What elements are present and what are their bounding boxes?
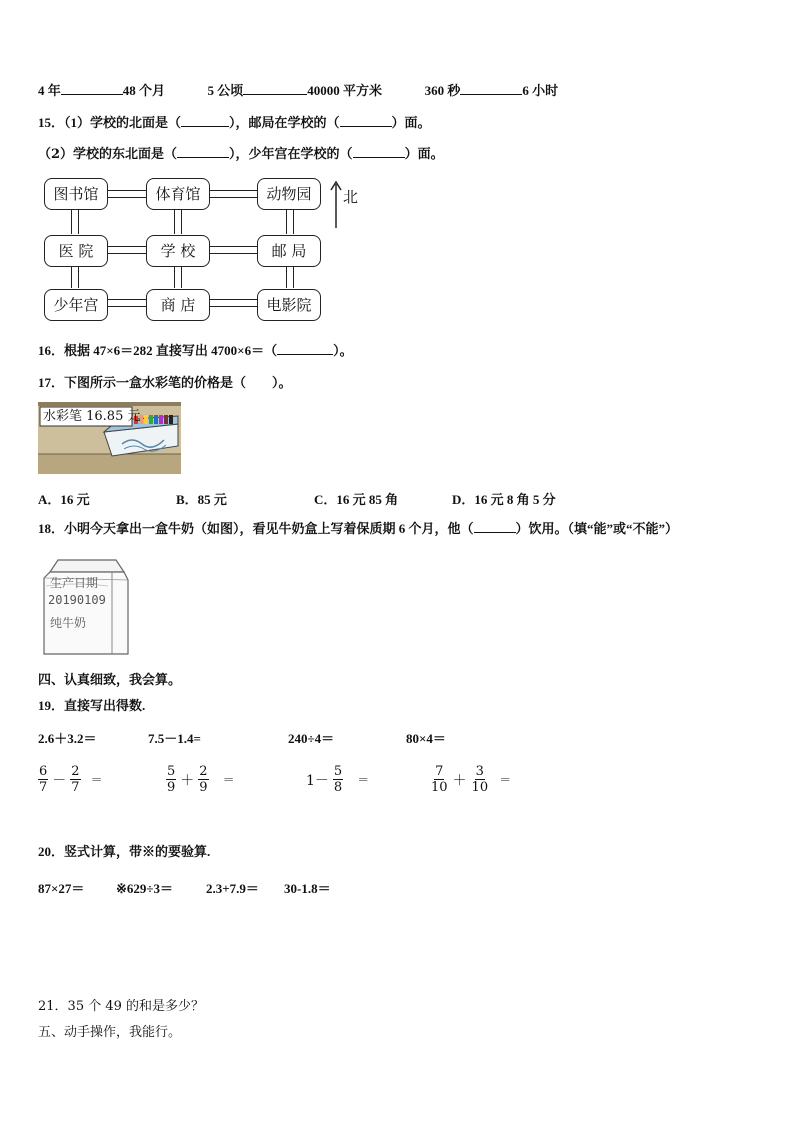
- north-label: 北: [343, 188, 359, 206]
- road: [71, 208, 79, 234]
- equals-sign: ＝: [499, 773, 512, 787]
- q18-blank[interactable]: [474, 520, 516, 533]
- node-zoo: 动物园: [257, 178, 321, 210]
- road: [286, 266, 294, 288]
- road: [108, 246, 146, 254]
- equals-sign: ＝: [90, 773, 103, 787]
- q18-text-b: ）饮用。（填“能”或“不能”）: [515, 521, 679, 536]
- q20-item-3: 2.3+7.9＝: [206, 881, 259, 896]
- q14-line: [38, 82, 558, 100]
- road: [210, 299, 258, 307]
- q19-calc-4: 80×4＝: [406, 731, 446, 746]
- price-tag-text: 水彩笔 16.85 元: [43, 409, 141, 424]
- q19-calc-1: 2.6＋3.2＝: [38, 731, 97, 746]
- node-cinema: 电影院: [257, 289, 321, 321]
- road: [174, 266, 182, 288]
- q15-l1-blank2[interactable]: [340, 114, 392, 127]
- q19-fraction-expr-3: [306, 764, 369, 795]
- section-5-heading: 五、动手操作，我能行。: [38, 1025, 182, 1040]
- q20-item-1: 87×27＝: [38, 881, 85, 896]
- q15-l1-text-c: ）面。: [391, 115, 431, 130]
- q19-title: 19．直接写出得数.: [38, 698, 146, 713]
- q15-line1: [38, 114, 431, 132]
- fraction: [471, 764, 490, 795]
- denominator: 9: [167, 780, 176, 795]
- operator: ＋: [180, 772, 195, 789]
- q14-c-left: 360 秒: [424, 83, 461, 98]
- q20-item-4: 30-1.8＝: [284, 881, 331, 896]
- q16-line: [38, 342, 353, 360]
- node-youth-palace: 少年宫: [44, 289, 108, 321]
- milk-production-date: 20190109: [48, 593, 106, 607]
- q16-blank[interactable]: [277, 342, 333, 355]
- q17-option-b[interactable]: B．85 元: [176, 492, 227, 507]
- q14-b-blank[interactable]: [243, 82, 307, 95]
- road: [286, 208, 294, 234]
- denominator: 7: [39, 780, 48, 795]
- operator: －: [52, 772, 67, 789]
- q14-c-blank[interactable]: [460, 82, 522, 95]
- section-4-heading: 四、认真细致，我会算。: [38, 672, 182, 687]
- milk-carton-picture: [40, 556, 130, 664]
- denominator: 8: [333, 780, 343, 795]
- node-library: 图书馆: [44, 178, 108, 210]
- milk-carton-icon: [40, 556, 130, 660]
- q19-fraction-expr-2: [166, 764, 235, 795]
- q17-line: 17．下图所示一盒水彩笔的价格是（ ）。: [38, 375, 292, 390]
- q17-option-a[interactable]: A．16 元: [38, 492, 90, 507]
- q15-l2-text-a: （2）学校的东北面是（: [38, 147, 178, 162]
- q14-a-right: 48 个月: [122, 83, 166, 98]
- q19-fraction-expr-4: [430, 764, 511, 795]
- numerator: 2: [199, 764, 208, 779]
- q15-line2: [38, 145, 444, 164]
- denominator: 10: [471, 780, 489, 795]
- q20-item-2: ※629÷3＝: [116, 881, 174, 896]
- numerator: 5: [333, 764, 343, 779]
- road: [210, 190, 258, 198]
- q15-l1-text-b: ），邮局在学校的（: [229, 115, 340, 130]
- road: [174, 208, 182, 234]
- road: [71, 266, 79, 288]
- school-map-diagram: [44, 176, 384, 326]
- q19-fraction-expr-1: [38, 764, 103, 795]
- fraction: [70, 764, 80, 795]
- node-store: 商 店: [146, 289, 210, 321]
- numerator: 2: [71, 764, 80, 779]
- q18-text-a: 18．小明今天拿出一盒牛奶（如图），看见牛奶盒上写着保质期 6 个月，他（: [38, 521, 474, 536]
- road: [210, 246, 258, 254]
- numerator: 6: [39, 764, 48, 779]
- q15-l2-text-b: ），少年宫在学校的（: [229, 147, 353, 162]
- operator: ＋: [452, 772, 467, 789]
- node-school: 学 校: [146, 235, 210, 267]
- q14-b-right: 40000 平方米: [307, 83, 383, 98]
- q18-line: [38, 520, 678, 538]
- q15-l2-blank1[interactable]: [177, 145, 229, 158]
- q16-text-b: ）。: [333, 343, 353, 358]
- denominator: 7: [71, 780, 80, 795]
- whole-minus: 1－: [306, 772, 329, 789]
- equals-sign: ＝: [222, 773, 235, 787]
- node-hospital: 医 院: [44, 235, 108, 267]
- q19-calc-2: 7.5－1.4=: [148, 731, 201, 746]
- q14-b-left: 5 公顷: [207, 83, 244, 98]
- q19-calc-3: 240÷4＝: [288, 731, 335, 746]
- numerator: 5: [167, 764, 176, 779]
- denominator: 10: [431, 780, 448, 795]
- q14-a-left: 4 年: [38, 83, 61, 98]
- north-arrow-icon: [330, 180, 342, 230]
- road: [108, 190, 146, 198]
- milk-production-date-label: 生产日期: [50, 576, 99, 590]
- numerator: 7: [435, 764, 444, 779]
- fraction: [430, 764, 449, 795]
- fraction: [198, 764, 208, 795]
- q14-a-blank[interactable]: [61, 82, 123, 95]
- node-gym: 体育馆: [146, 178, 210, 210]
- numerator: 3: [475, 764, 484, 779]
- q20-title: 20．竖式计算，带※的要验算.: [38, 844, 211, 859]
- q21-line: 21．35 个 49 的和是多少？: [38, 999, 205, 1014]
- q15-l2-text-c: ）面。: [404, 147, 444, 162]
- q16-text-a: 16．根据 47×6＝282 直接写出 4700×6＝（: [38, 343, 278, 358]
- q15-l1-blank1[interactable]: [181, 114, 229, 127]
- node-post-office: 邮 局: [257, 235, 321, 267]
- q15-l2-blank2[interactable]: [353, 145, 405, 158]
- watercolor-pen-price-picture: [38, 402, 181, 474]
- q17-option-d[interactable]: D．16 元 8 角 5 分: [452, 492, 556, 507]
- q17-option-c[interactable]: C．16 元 85 角: [314, 492, 399, 507]
- q14-c-right: 6 小时: [522, 83, 559, 98]
- road: [108, 299, 146, 307]
- q15-l1-text-a: 15．（1）学校的北面是（: [38, 115, 182, 130]
- fraction: [38, 764, 48, 795]
- fraction: [166, 764, 176, 795]
- milk-name: 纯牛奶: [50, 616, 87, 630]
- fraction: [333, 764, 343, 795]
- equals-sign: ＝: [357, 773, 370, 787]
- denominator: 9: [199, 780, 208, 795]
